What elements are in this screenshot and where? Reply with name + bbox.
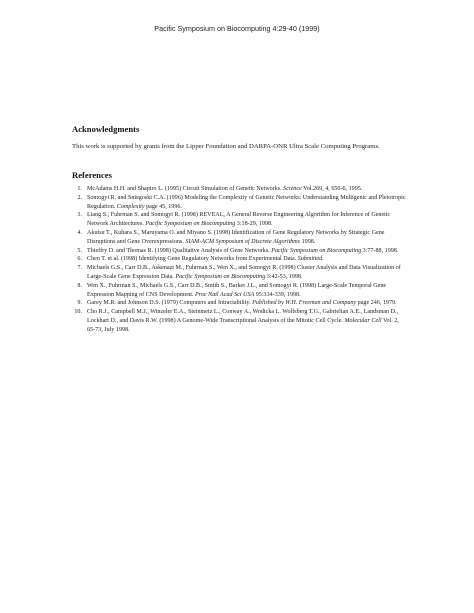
reference-number: 5. — [77, 247, 82, 254]
reference-authors-title: Somogyi R. and Sniegoski C.A. (1996) Modeling the Complexity of Genetic Networks: Understanding Multigenic and Pleiotropic Regulation. — [87, 194, 406, 210]
reference-venue: Pacific Symposium on Biocomputing — [145, 221, 236, 228]
reference-details: 1998. — [300, 238, 316, 245]
reference-venue: Science — [283, 186, 302, 192]
reference-details: Vol. 2, 65-73, July 1998. — [87, 317, 399, 333]
reference-text — [87, 229, 406, 247]
reference-authors-title: Liang S., Fuhrman S. and Somogyi R. (1998) REVEAL, A General Reverse Engineering Algorithm for Inference of Genetic Network Architectures. — [87, 212, 391, 228]
reference-venue: Submitted. — [297, 256, 324, 263]
reference-item — [72, 194, 406, 212]
reference-item — [72, 211, 406, 229]
reference-details: page 246, 1979. — [356, 300, 397, 307]
reference-item — [72, 264, 406, 282]
reference-text — [87, 247, 406, 256]
reference-number: 1. — [77, 186, 82, 192]
reference-venue: Pacific Symposium on Biocomputing — [175, 273, 266, 280]
reference-text — [87, 194, 406, 212]
reference-authors-title: Thieffry D. and Thomas R. (1998) Qualitative Analysis of Gene Networks. — [87, 247, 272, 254]
reference-text — [87, 185, 406, 194]
running-header: Pacific Symposium on Biocomputing 4:29-40 (1999) — [154, 24, 320, 33]
reference-details: page 45, 1996. — [144, 203, 182, 210]
references-list — [72, 185, 406, 335]
reference-number: 8. — [77, 282, 82, 289]
reference-item — [72, 308, 406, 334]
reference-venue: Complexity — [116, 203, 145, 210]
reference-details: 3:18-29, 1998. — [235, 221, 273, 228]
reference-item — [72, 247, 406, 256]
reference-text — [87, 264, 406, 282]
reference-authors-title: Wen X., Fuhrman S., Michaels G.S., Carr D.B., Smith S., Barker J.L., and Somogyi R. (1998) Large-Scale Temporal Gene Expression Mapping of CNS Development. — [87, 282, 387, 298]
reference-number: 6. — [77, 256, 82, 263]
reference-number: 9. — [77, 300, 82, 307]
reference-item — [72, 229, 406, 247]
reference-text — [87, 299, 406, 308]
reference-number: 3. — [77, 212, 82, 219]
reference-text — [87, 282, 406, 300]
reference-authors-title: Akutsu T., Kuhara S., Maruyama O. and Miyano S. (1998) Identification of Gene Regulatory Networks by Strategic Gene Disruptions and Gene Overexpressions. — [87, 229, 385, 245]
reference-venue: Proc Natl Acad Sci USA — [194, 291, 255, 298]
reference-authors-title: Chen T. et al. (1998) Identifying Gene Regulatory Networks from Experimental Data. — [87, 256, 298, 263]
reference-authors-title: Michaels G.S., Carr D.B., Askenazi M., Fuhrman S., Wen X., and Somogyi R. (1998) Cluster Analysis and Data Visualization of Large-Scale Gene Expression Data. — [87, 265, 401, 280]
reference-text — [87, 255, 406, 264]
reference-number: 4. — [77, 229, 82, 236]
reference-text — [87, 308, 406, 334]
acknowledgments-text: This work is supported by grants from the Lipper Foundation and DARPA-ONR Ultra Scale Computing Programs. — [72, 143, 380, 150]
reference-number: 2. — [77, 194, 82, 201]
reference-details: 95:334-339, 1998. — [254, 291, 301, 298]
reference-details: 3:77-88, 1998. — [361, 247, 399, 254]
reference-authors-title: Cho R.J., Campbell M.J., Winzeler E.A., Steinmetz L., Conway A., Wodicka L. Wolfsberg T.G., Gabrielian A.E., Landsman D., Lockhart D., and Davis R.W. (1998) A Genome-Wide Transcriptional Analysis of the Mitotic Cell Cycle. — [87, 309, 399, 324]
reference-number: 7. — [77, 265, 82, 272]
reference-venue: Molecular Cell — [344, 317, 382, 324]
reference-venue: SIAM-ACM Symposium of Discrete Algorithms — [185, 238, 301, 245]
reference-details: 3:42-53, 1998. — [265, 273, 303, 280]
reference-authors-title: Garey M.R. and Johnson D.S. (1979) Computers and Intractability. — [87, 300, 253, 307]
reference-item — [72, 299, 406, 308]
acknowledgments-heading: Acknowledgments — [72, 124, 140, 134]
reference-number: 10. — [74, 309, 82, 316]
reference-item — [72, 282, 406, 300]
reference-authors-title: McAdams H.H. and Shapiro L. (1995) Circuit Simulation of Genetic Networks. — [87, 186, 284, 192]
reference-item — [72, 255, 406, 264]
references-heading: References — [72, 170, 112, 180]
reference-item — [72, 185, 406, 194]
reference-venue: Pacific Symposium on Biocomputing — [271, 247, 362, 254]
reference-text — [87, 211, 406, 229]
reference-details: Vol.269, 4, 650-6, 1995. — [301, 186, 363, 192]
reference-venue: Published by W.H. Freeman and Company — [252, 300, 357, 307]
